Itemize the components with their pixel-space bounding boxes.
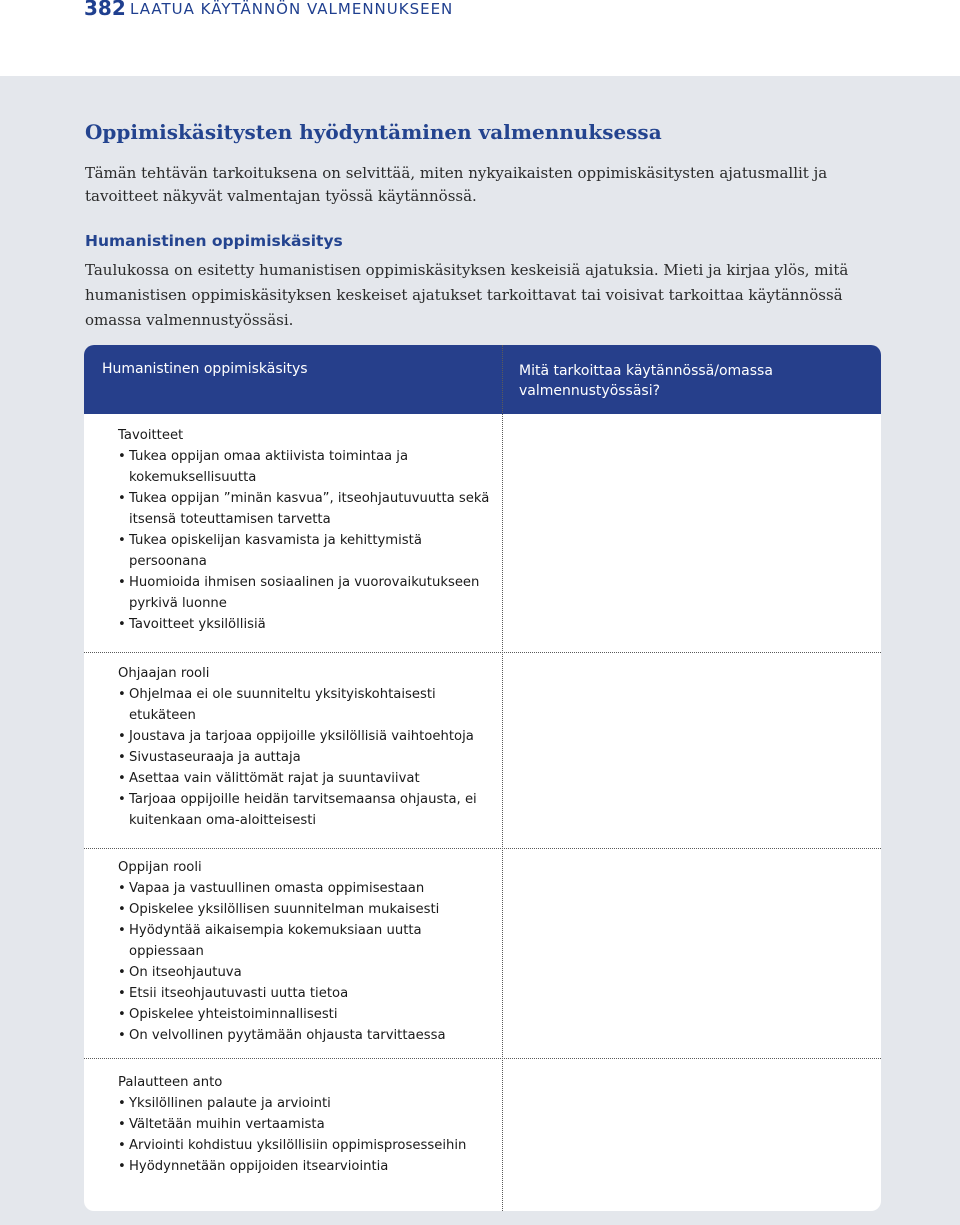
page-header [0, 0, 960, 76]
list-item: • Ohjelmaa ei ole suunniteltu yksityiskohtaisesti etukäteen [118, 684, 498, 726]
table-row-coach-role [118, 663, 498, 831]
list-item: • Vältetään muihin vertaamista [118, 1114, 498, 1135]
exercise-table [84, 345, 881, 1211]
running-head: LAATUA KÄYTÄNNÖN VALMENNUKSEEN [130, 0, 454, 18]
list-item: • Huomioida ihmisen sosiaalinen ja vuorovaikutukseen pyrkivä luonne [118, 572, 498, 614]
intro-text: Tämän tehtävän tarkoituksena on selvittää, miten nykyaikaisten oppimiskäsitysten ajatusmallit ja tavoitteet näkyvät valmentajan työssä käytännössä. [85, 164, 828, 205]
subsection-text: Taulukossa on esitetty humanistisen oppimiskäsityksen keskeisiä ajatuksia. Mieti ja kirjaa ylös, mitä humanistisen oppimiskäsityksen keskeiset ajatukset tarkoittavat tai voisivat tarkoittaa käytännössä omassa valmennustyössäsi. [85, 261, 849, 329]
answer-cell-feedback[interactable] [503, 1059, 881, 1211]
row-title: Tavoitteet [118, 428, 184, 443]
list-item: • Joustava ja tarjoaa oppijoille yksilöllisiä vaihtoehtoja [118, 726, 498, 747]
list-item: • Tukea opiskelijan kasvamista ja kehittymistä persoonana [118, 530, 498, 572]
list-item: • Arviointi kohdistuu yksilöllisiin oppimisprosesseihin [118, 1135, 498, 1156]
list-item: • Tarjoaa oppijoille heidän tarvitsemaansa ohjausta, ei kuitenkaan oma-aloitteisesti [118, 789, 498, 831]
row-title: Palautteen anto [118, 1075, 223, 1090]
exercise-panel [0, 76, 960, 1225]
column-header-concept: Humanistinen oppimiskäsitys [102, 361, 308, 377]
list-item: • Opiskelee yhteistoiminnallisesti [118, 1004, 498, 1025]
list-item: • Hyödyntää aikaisempia kokemuksiaan uutta oppiessaan [118, 920, 498, 962]
row-title: Oppijan rooli [118, 860, 202, 875]
list-item: • Asettaa vain välittömät rajat ja suuntaviivat [118, 768, 498, 789]
row-title: Ohjaajan rooli [118, 666, 210, 681]
list-item: • Tavoitteet yksilöllisiä [118, 614, 498, 635]
list-item: • Yksilöllinen palaute ja arviointi [118, 1093, 498, 1114]
list-item: • Sivustaseuraaja ja auttaja [118, 747, 498, 768]
table-header [84, 345, 881, 414]
list-item: • Opiskelee yksilöllisen suunnitelman mukaisesti [118, 899, 498, 920]
subsection-title: Humanistinen oppimiskäsitys [85, 232, 343, 250]
table-row-learner-role [118, 857, 498, 1046]
table-row-goals [118, 425, 498, 635]
answer-cell-learner-role[interactable] [503, 849, 881, 1058]
table-row-feedback [118, 1072, 498, 1177]
list-item: • Vapaa ja vastuullinen omasta oppimisestaan [118, 878, 498, 899]
list-item: • On velvollinen pyytämään ohjausta tarvittaessa [118, 1025, 498, 1046]
list-item: • Etsii itseohjautuvasti uutta tietoa [118, 983, 498, 1004]
list-item: • Hyödynnetään oppijoiden itsearviointia [118, 1156, 498, 1177]
page-number: 382 [84, 0, 126, 20]
list-item: • Tukea oppijan ”minän kasvua”, itseohjautuvuutta sekä itsensä toteuttamisen tarvetta [118, 488, 498, 530]
section-title: Oppimiskäsitysten hyödyntäminen valmennuksessa [85, 120, 662, 144]
list-item: • Tukea oppijan omaa aktiivista toimintaa ja kokemuksellisuutta [118, 446, 498, 488]
list-item: • On itseohjautuva [118, 962, 498, 983]
column-header-practice: Mitä tarkoittaa käytännössä/omassa valmennustyössäsi? [519, 363, 773, 399]
answer-cell-coach-role[interactable] [503, 653, 881, 848]
answer-cell-goals[interactable] [503, 414, 881, 652]
